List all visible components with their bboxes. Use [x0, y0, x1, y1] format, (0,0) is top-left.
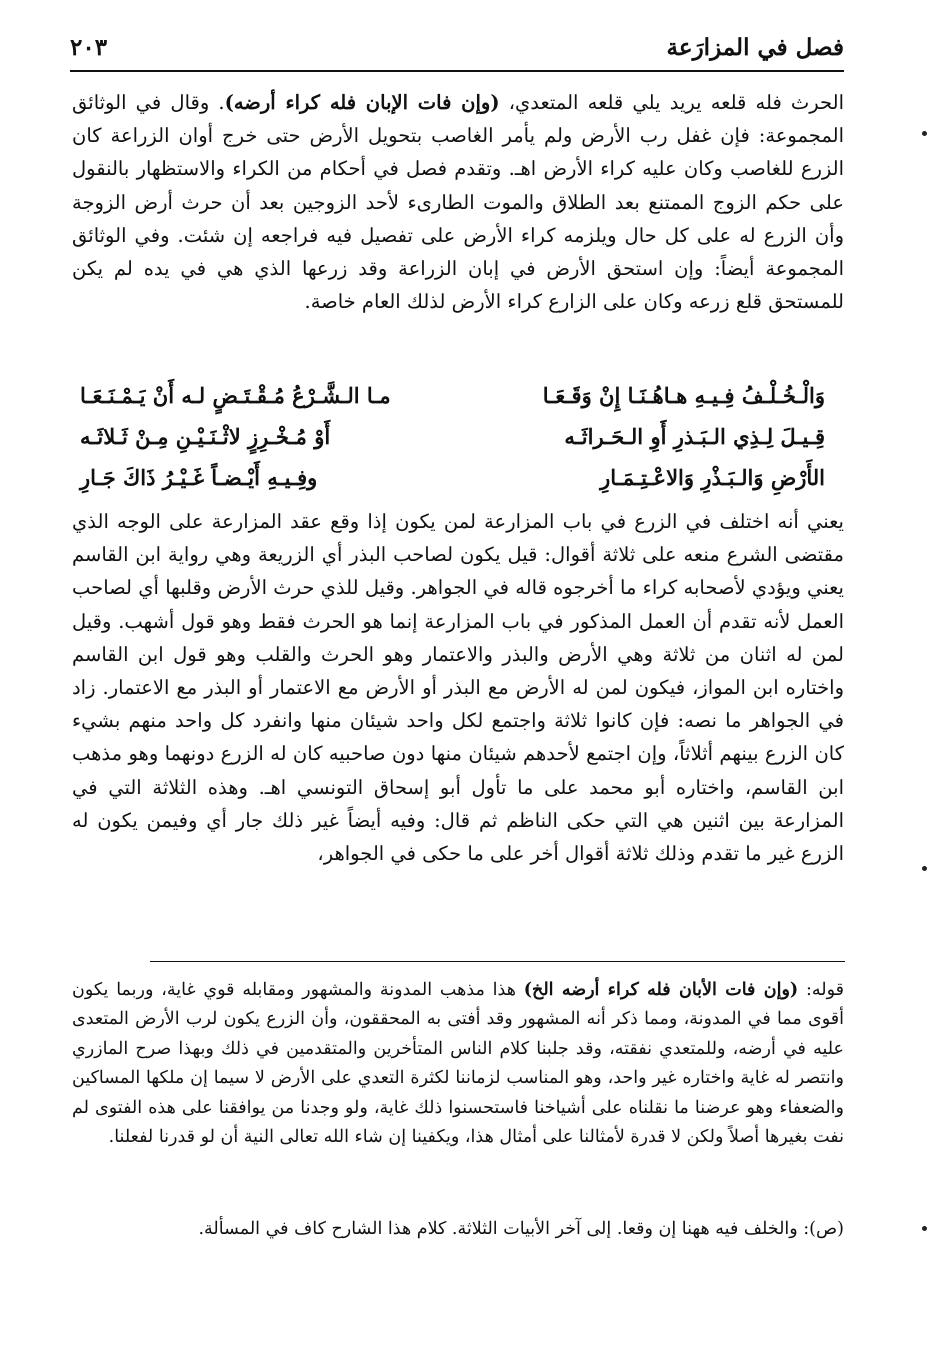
- page-header: [70, 30, 844, 72]
- verse-line: [80, 457, 825, 498]
- footnote2-text: (ص): والخلف فيه ههنا إن وقعا. إلى آخر الأبيات الثلاثة. كلام هذا الشارح كاف في المسألة.: [198, 1219, 844, 1239]
- footnote1-quote: (وإن فات الأبان فله كراء أرضه الخ): [523, 980, 799, 1000]
- chapter-title: فصل في المزارَعة: [666, 34, 844, 61]
- margin-dot: [922, 866, 927, 871]
- margin-dot: [922, 1226, 927, 1231]
- verse-line: [80, 375, 825, 416]
- footnote1-text-a: قوله:: [798, 980, 844, 1000]
- para1-text-b: . وقال في الوثائق المجموعة: فإن غفل رب الأرض ولم يأمر الغاصب بتحويل الأرض حتى خرج أوان الزراعة كان الزرع للغاصب وكان عليه كراء الأرض اهـ. وتقدم فصل في أحكام من الكراء والاستظهار بالنقول على حكم الزوج الممتنع بعد الطلاق والموت الطارىء لأحد الزوجين بعد أن حرث أرض الزوجة وأن الزرع له على كل حال ويلزمه كراء الأرض على تفصيل فيه فراجعه إن شئت. وفي الوثائق المجموعة أيضاً: وإن استحق الأرض في إبان الزراعة وقد زرعها الذي هي في يده لم يكن للمستحق قلع زرعه وكان على الزارع كراء الأرض لذلك العام خاصة.: [72, 91, 844, 314]
- verse-second-hemistich: أَوْ مُـخْـرِزٍ لاثْـنَـيْـنِ مِـنْ ثَـلاثَـه: [80, 424, 331, 449]
- verse-first-hemistich: قِـيـلَ لِـذِي الـبَـذرِ أَوِ الـحَـراثَـه: [564, 424, 825, 449]
- footnote-2: [72, 1215, 844, 1281]
- footnote-separator: [150, 961, 845, 962]
- para1-text-a: الحرث فله قلعه يريد يلي قلعه المتعدي،: [499, 91, 844, 114]
- quoted-verse-phrase: (وإن فات الإبان فله كراء أرضه): [224, 91, 500, 114]
- footnote1-text-b: هذا مذهب المدونة والمشهور ومقابله قوي غاية، وربما يكون أقوى مما في المدونة، ومما ذكر أنه المشهور وقد أفتى به المحققون، وأن الزرع يكون لرب الأرض المتعدى عليه في أرضه، وللمتعدي نفقته، وقد جلبنا كلام الناس المتأخرين والمتقدمين في ذلك وبهذا صرح المازري وانتصر له غاية واختاره غير واحد، وهو المناسب لزماننا لكثرة التعدي على الأرض لا سيما إن ملكها المساكين والضعفاء وهو عرضنا ما نقلناه على أشياخنا فاستحسنوا ذلك غاية، ولو وجدنا من يوافقنا على هذه الفتوى لم نفت بغيرها أصلاً ولكن لا قدرة لأمثالنا على أمثال هذا، ويكفينا إن شاء الله تعالى النية أن لو قدرنا لفعلنا.: [72, 980, 844, 1148]
- verse-first-hemistich: وَالْـخُـلْـفُ فِـيـهِ هـاهُـنَـا إِنْ وَقَـعَـا: [542, 383, 825, 408]
- commentary-paragraph-2: [72, 505, 844, 925]
- verse-line: [80, 416, 825, 457]
- page-number: ٢٠٣: [70, 34, 108, 61]
- para2-text: يعني أنه اختلف في الزرع في باب المزارعة لمن يكون إذا وقع عقد المزارعة على الوجه الذي مقتضى الشرع منعه على ثلاثة أقوال: قيل يكون لصاحب البذر أي الزريعة وهي رواية ابن القاسم يعني ويؤدي لأصحابه كراء ما أخرجوه قاله في الجواهر. وقيل للذي حرث الأرض وقلبها أي لصاحب العمل لأنه تقدم أن العمل المذكور في باب المزارعة إنما هو الحرث فقط وهو قول أشهب. وقيل لمن له اثنان من ثلاثة وهي الأرض والبذر والاعتمار وهو الحرث والقلب وهو قول ابن القاسم واختاره ابن المواز، فيكون لمن له الأرض مع البذر أو الأرض مع الاعتمار أو البذر مع الاعتمار. زاد في الجواهر ما نصه: فإن كانوا ثلاثة واجتمع لكل واحد شيئان منها وانفرد كل واحد منهم بشيء كان الزرع بينهم أثلاثاً، وإن اجتمع لأحدهم شيئان منها دون صاحبيه كان له الزرع دونهما وهو مذهب ابن القاسم، واختاره أبو محمد على ما تأول أبو إسحاق التونسي اهـ. وهذه الثلاثة التي في المزارعة بين اثنين هي التي حكى الناظم ثم قال: وفيه أيضاً غير ذلك جار أي وفيمن يكون له الزرع غير ما تقدم وذلك ثلاثة أقوال أخر على ما حكى في الجواهر،: [72, 510, 844, 866]
- verse-second-hemistich: وفِـيـهِ أَيْـضـاً غَـيْـرُ ذَاكَ جَـارِ: [80, 465, 318, 490]
- header-rule: [70, 70, 844, 72]
- commentary-paragraph-1: [72, 86, 844, 364]
- margin-dot: [922, 131, 927, 136]
- verse-first-hemistich: الأَرْضِ وَالـبَـذْرِ وَالاعْـتِـمَـارِ: [600, 465, 825, 490]
- poem-verses: [80, 375, 825, 498]
- footnote-1: [72, 976, 844, 1202]
- verse-second-hemistich: مـا الـشَّـرْعُ مُـقْـتَـضٍ لـه أَنْ يَـمْـنَـعَـا: [80, 383, 391, 408]
